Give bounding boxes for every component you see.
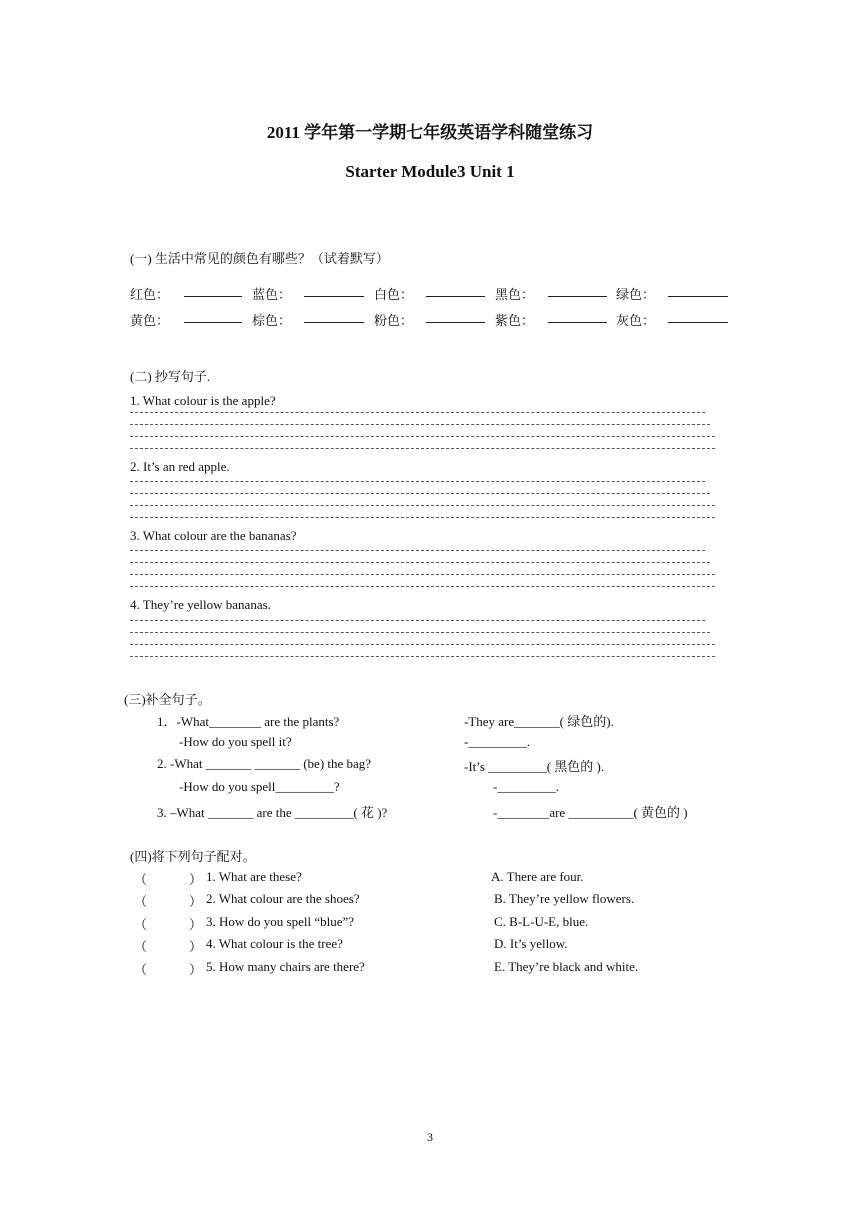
colour-label: 绿色： xyxy=(616,287,656,302)
match-answer: C. B-L-U-E, blue. xyxy=(494,914,589,929)
page-number: 3 xyxy=(427,1130,433,1144)
answer-blank[interactable] xyxy=(426,283,485,297)
match-answer: D. It’s yellow. xyxy=(494,936,568,951)
fill-answer-2b: -_________. xyxy=(493,779,560,794)
fill-answer-1: -They are_______( 绿色的). xyxy=(464,714,614,729)
dashed-line xyxy=(130,493,710,494)
match-question: 3. How do you spell “blue”? xyxy=(206,914,355,929)
match-question: 5. How many chairs are there? xyxy=(206,959,365,974)
answer-blank[interactable] xyxy=(184,283,242,297)
colour-label: 黄色： xyxy=(130,313,170,328)
dashed-line xyxy=(130,620,705,621)
colour-label: 灰色： xyxy=(616,313,656,328)
copy-sentence-4: 4. They’re yellow bananas. xyxy=(130,597,271,612)
fill-answer-2: -It’s _________( 黑色的 ). xyxy=(464,759,605,774)
answer-bracket-open: （ xyxy=(134,962,148,977)
colour-label: 红色： xyxy=(130,287,170,302)
dashed-line xyxy=(130,505,715,506)
match-answer: B. They’re yellow flowers. xyxy=(494,891,635,906)
match-question: 4. What colour is the tree? xyxy=(206,936,343,951)
section-1-heading: (一) 生活中常见的颜色有哪些？（试着默写） xyxy=(130,251,389,266)
fill-question-2b: -How do you spell_________? xyxy=(179,779,340,794)
page-title: 2011 学年第一学期七年级英语学科随堂练习 xyxy=(266,123,594,142)
answer-bracket-open: （ xyxy=(134,917,148,932)
answer-bracket-close: ） xyxy=(189,962,203,977)
answer-bracket-close: ） xyxy=(189,894,203,909)
match-question: 1. What are these? xyxy=(206,869,302,884)
section-2-heading: (二) 抄写句子. xyxy=(130,369,211,384)
dashed-line xyxy=(130,412,705,413)
dashed-line xyxy=(130,586,715,587)
dashed-line xyxy=(130,644,715,645)
fill-answer-3: -________are __________( 黄色的 ) xyxy=(493,805,688,820)
fill-answer-1b: -_________. xyxy=(464,734,531,749)
section-4-heading: (四)将下列句子配对。 xyxy=(130,849,256,864)
colour-label: 紫色： xyxy=(495,313,535,328)
colour-label: 棕色： xyxy=(252,313,292,328)
dashed-line xyxy=(130,632,710,633)
answer-blank[interactable] xyxy=(426,309,485,323)
dashed-line xyxy=(130,562,710,563)
answer-blank[interactable] xyxy=(184,309,242,323)
colour-label: 粉色： xyxy=(374,313,414,328)
answer-bracket-open: （ xyxy=(134,872,148,887)
dashed-line xyxy=(130,481,705,482)
answer-bracket-close: ） xyxy=(189,939,203,954)
fill-question-1: 1．-What________ are the plants? xyxy=(157,714,340,729)
dashed-line xyxy=(130,550,705,551)
copy-sentence-2: 2. It’s an red apple. xyxy=(130,459,230,474)
dashed-line xyxy=(130,424,710,425)
colour-label: 白色： xyxy=(374,287,414,302)
section-3-heading: (三)补全句子。 xyxy=(124,692,211,707)
match-answer: E. They’re black and white. xyxy=(494,959,639,974)
answer-blank[interactable] xyxy=(548,283,607,297)
answer-blank[interactable] xyxy=(304,283,364,297)
answer-blank[interactable] xyxy=(668,309,728,323)
answer-blank[interactable] xyxy=(668,283,728,297)
dashed-line xyxy=(130,574,715,575)
answer-bracket-open: （ xyxy=(134,894,148,909)
dashed-line xyxy=(130,436,715,437)
colour-label: 蓝色： xyxy=(252,287,292,302)
fill-question-2: 2. -What _______ _______ (be) the bag? xyxy=(157,756,372,771)
fill-question-3: 3. –What _______ are the _________( 花 )? xyxy=(157,805,388,820)
copy-sentence-3: 3. What colour are the bananas? xyxy=(130,528,297,543)
fill-question-1b: -How do you spell it? xyxy=(179,734,292,749)
answer-bracket-open: （ xyxy=(134,939,148,954)
answer-blank[interactable] xyxy=(304,309,364,323)
dashed-line xyxy=(130,656,715,657)
page-subtitle: Starter Module3 Unit 1 xyxy=(345,162,515,181)
colour-label: 黑色： xyxy=(495,287,535,302)
match-question: 2. What colour are the shoes? xyxy=(206,891,360,906)
match-answer: A. There are four. xyxy=(491,869,584,884)
dashed-line xyxy=(130,448,715,449)
answer-bracket-close: ） xyxy=(189,872,203,887)
answer-bracket-close: ） xyxy=(189,917,203,932)
answer-blank[interactable] xyxy=(548,309,607,323)
copy-sentence-1: 1. What colour is the apple? xyxy=(130,393,276,408)
dashed-line xyxy=(130,517,715,518)
